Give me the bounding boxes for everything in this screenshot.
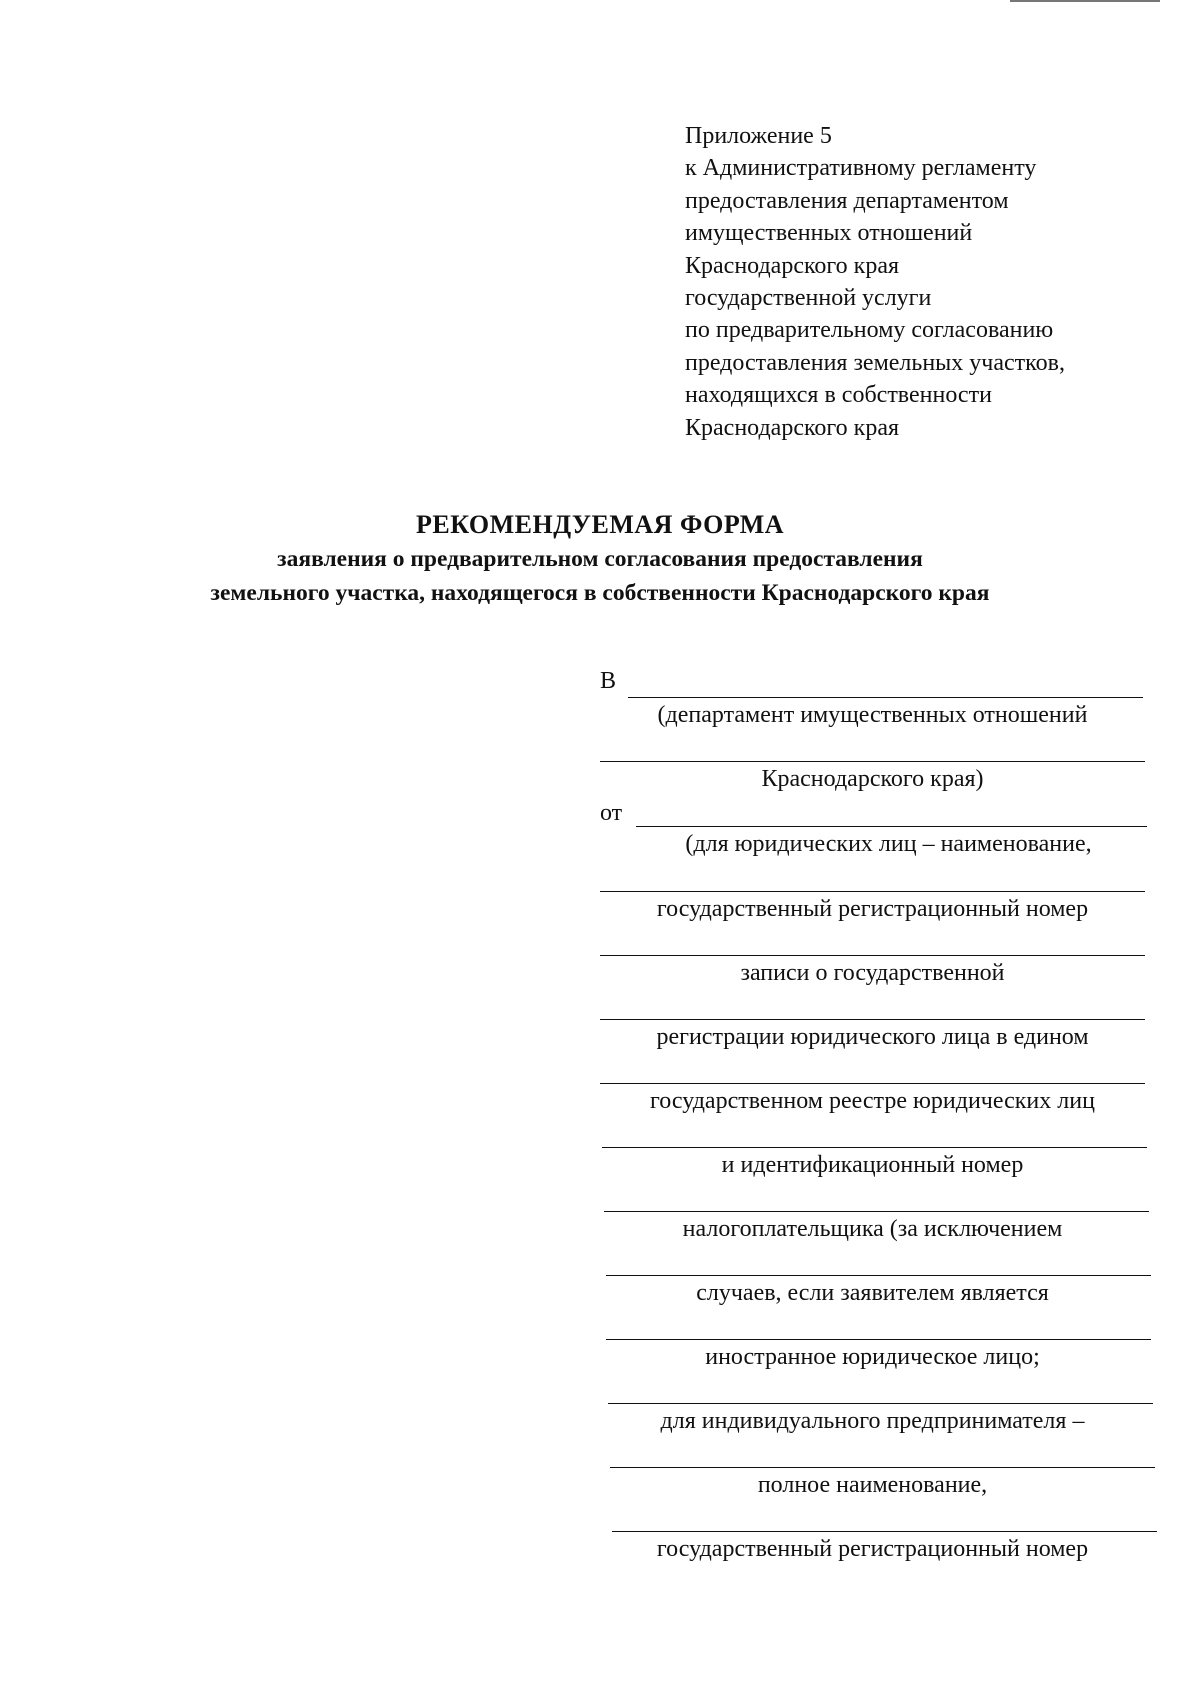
appendix-line: Краснодарского края xyxy=(685,252,900,279)
applicant-caption: регистрации юридического лица в едином xyxy=(656,1024,1089,1050)
applicant-fill-line[interactable] xyxy=(608,1403,1153,1404)
applicant-caption: случаев, если заявителем является xyxy=(696,1280,1049,1306)
applicant-caption: записи о государственной xyxy=(740,960,1005,986)
recipient-caption: (департамент имущественных отношений xyxy=(657,702,1088,728)
recipient-fill-line-2[interactable] xyxy=(600,761,1145,762)
appendix-line: предоставления земельных участков, xyxy=(685,349,1065,376)
applicant-fill-line[interactable] xyxy=(604,1211,1149,1212)
applicant-caption: государственный регистрационный номер xyxy=(656,896,1089,922)
applicant-caption: государственном реестре юридических лиц xyxy=(650,1088,1095,1114)
applicant-caption: налогоплательщика (за исключением xyxy=(682,1216,1063,1242)
applicant-caption: и идентификационный номер xyxy=(721,1152,1024,1178)
form-subtitle-line-1: заявления о предварительном согласования предоставления xyxy=(277,546,923,572)
applicant-caption: иностранное юридическое лицо; xyxy=(705,1344,1040,1370)
applicant-caption: государственный регистрационный номер xyxy=(656,1536,1089,1562)
recipient-caption-2: Краснодарского края) xyxy=(761,766,984,792)
appendix-line: к Административному регламенту xyxy=(685,155,1037,182)
applicant-fill-line[interactable] xyxy=(600,891,1145,892)
appendix-line: имущественных отношений xyxy=(685,220,973,247)
applicant-fill-line[interactable] xyxy=(612,1531,1157,1532)
appendix-line: Краснодарского края xyxy=(685,414,900,441)
applicant-fill-line[interactable] xyxy=(602,1147,1147,1148)
recipient-fill-line[interactable] xyxy=(628,697,1143,698)
appendix-line: по предварительному согласованию xyxy=(685,317,1054,344)
form-title: РЕКОМЕНДУЕМАЯ ФОРМА xyxy=(415,510,785,539)
applicant-fill-line[interactable] xyxy=(600,1019,1145,1020)
applicant-caption: для индивидуального предпринимателя – xyxy=(660,1408,1085,1434)
applicant-fill-line[interactable] xyxy=(636,826,1147,827)
applicant-fill-line[interactable] xyxy=(610,1467,1155,1468)
appendix-line: государственной услуги xyxy=(685,285,932,312)
to-prefix: В xyxy=(600,668,617,694)
from-prefix: от xyxy=(600,800,623,826)
applicant-fill-line[interactable] xyxy=(600,1083,1145,1084)
appendix-line: Приложение 5 xyxy=(685,123,832,149)
appendix-line: находящихся в собственности xyxy=(685,382,992,409)
applicant-caption: (для юридических лиц – наименование, xyxy=(685,831,1092,857)
form-subtitle-line-2: земельного участка, находящегося в собственности Краснодарского края xyxy=(210,580,990,606)
appendix-note xyxy=(685,120,1065,444)
applicant-fill-line[interactable] xyxy=(606,1275,1151,1276)
applicant-fill-line[interactable] xyxy=(600,955,1145,956)
applicant-fill-line[interactable] xyxy=(606,1339,1151,1340)
form-title-block xyxy=(0,508,1200,610)
top-edge-rule xyxy=(1010,0,1160,2)
appendix-line: предоставления департаментом xyxy=(685,187,1009,214)
applicant-caption: полное наименование, xyxy=(757,1472,988,1498)
